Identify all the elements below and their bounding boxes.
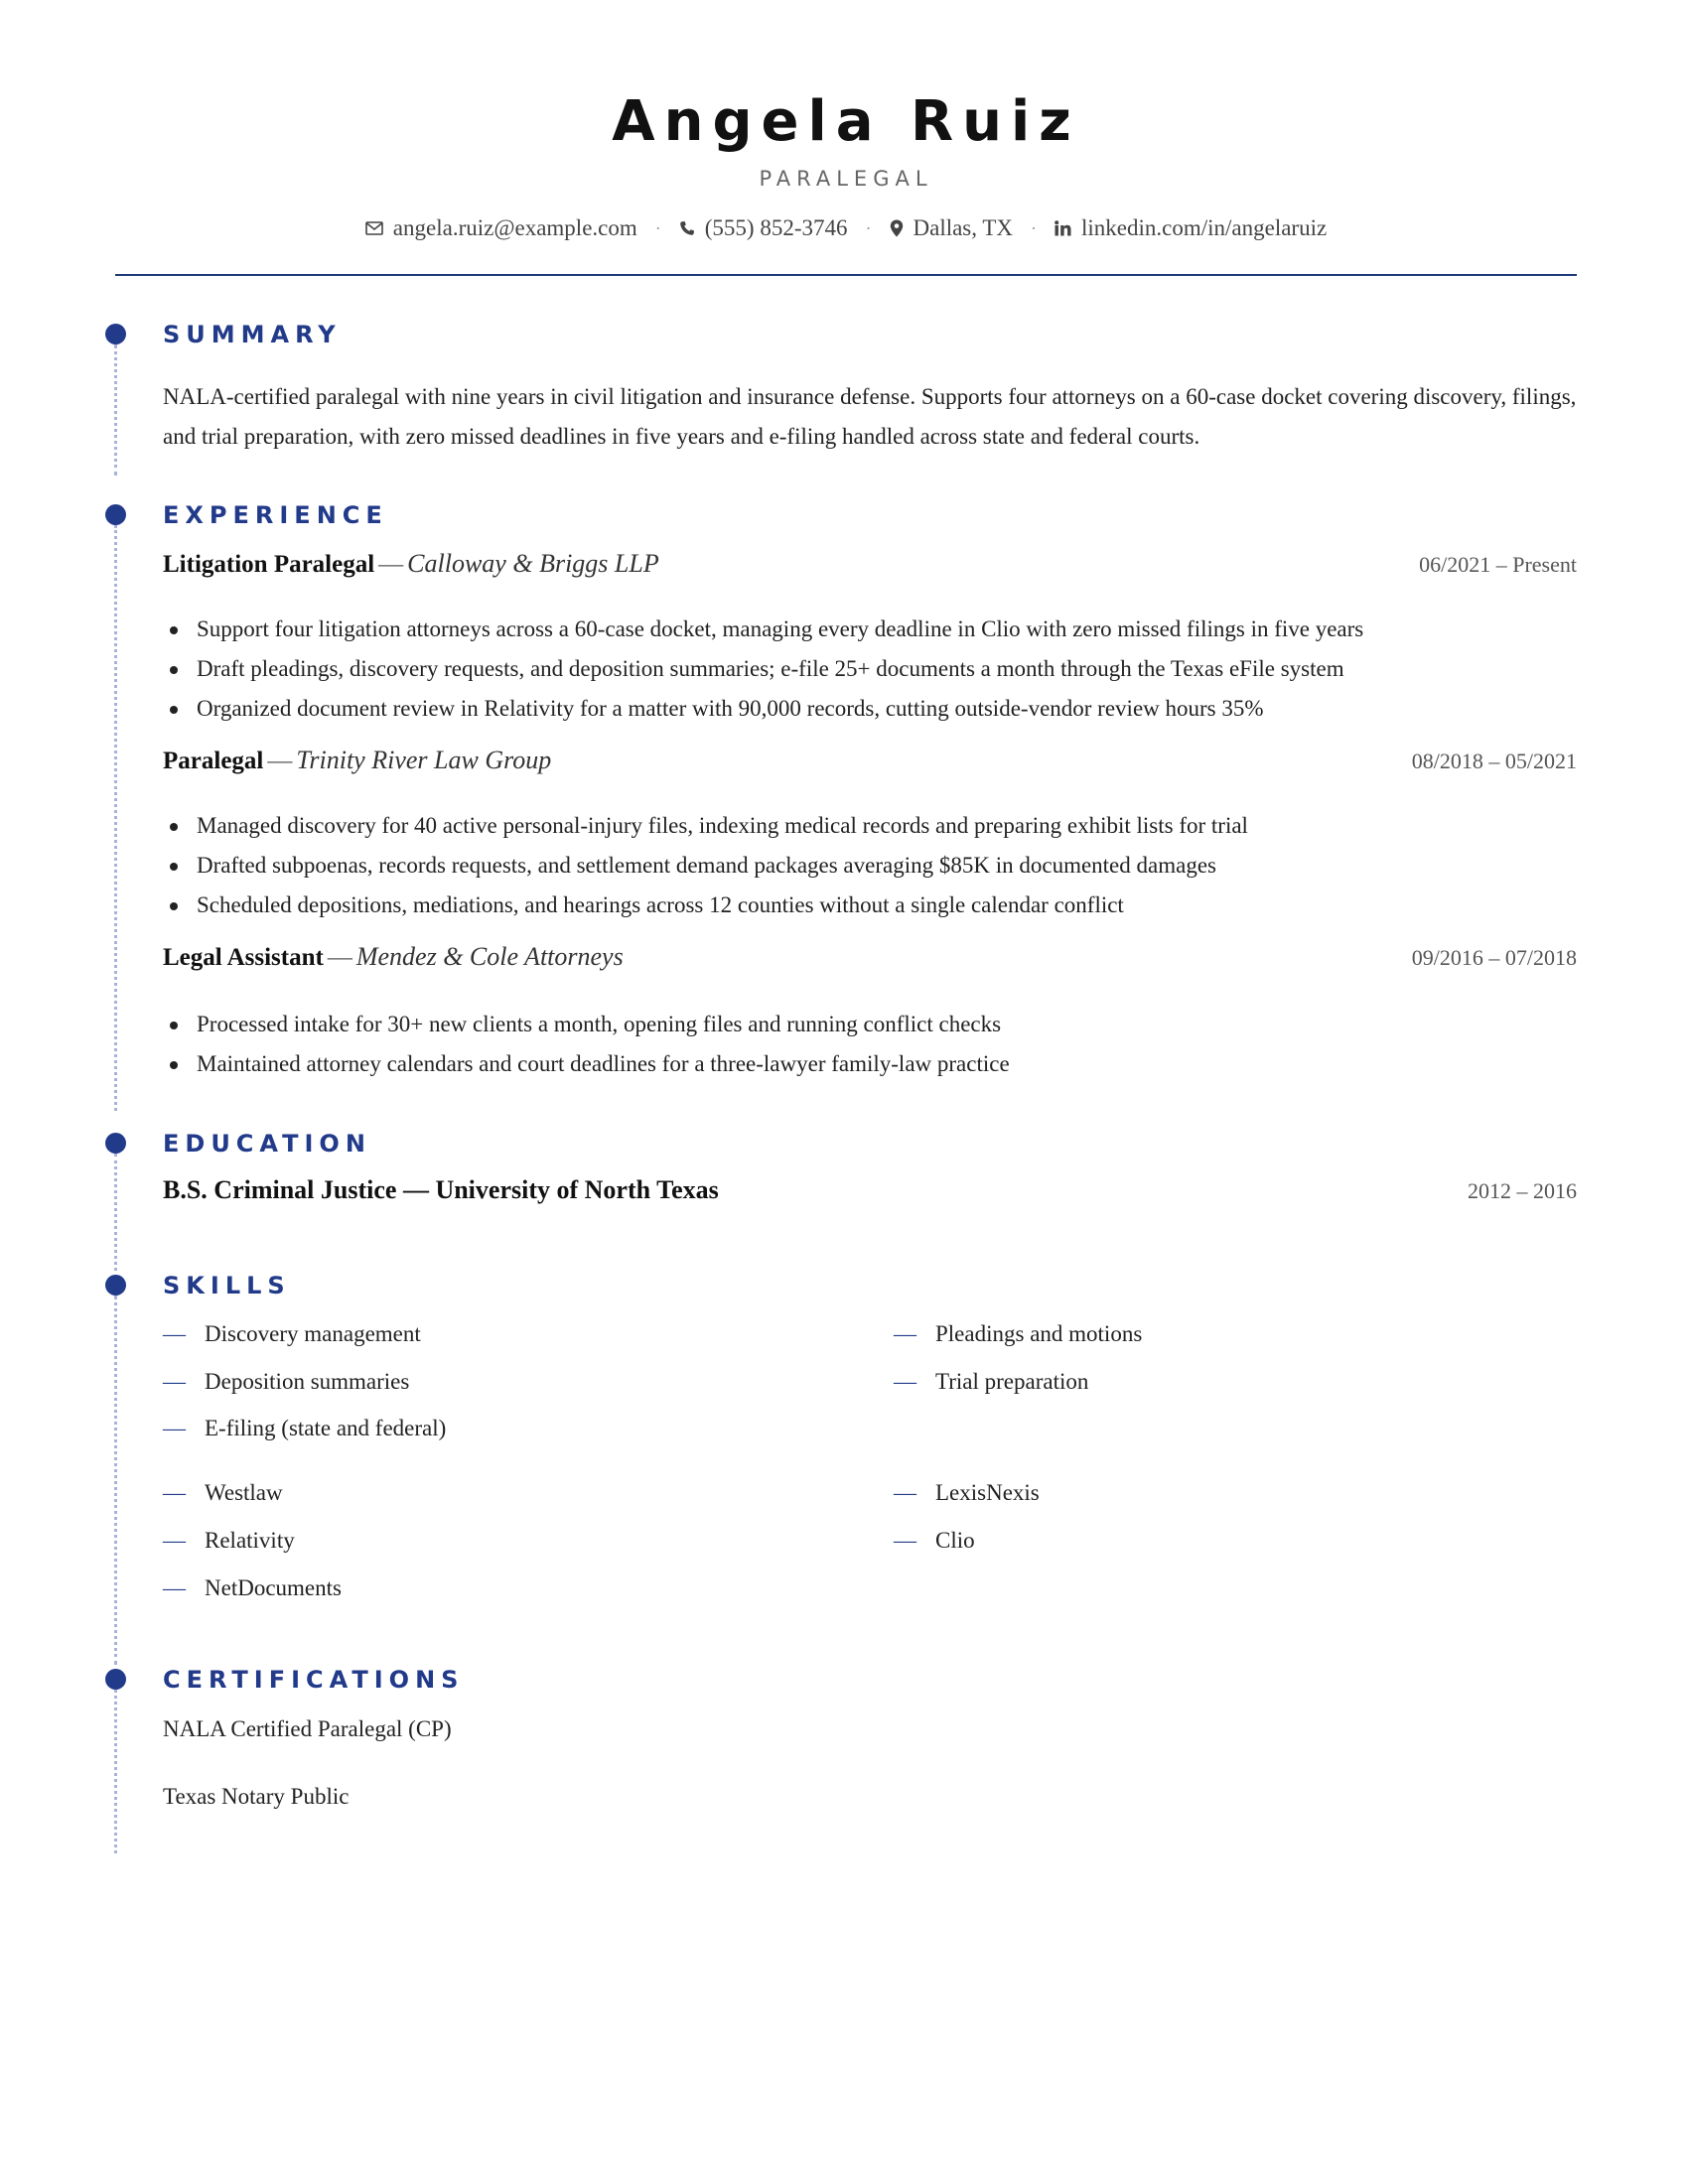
timeline-line <box>114 525 117 1111</box>
certification-item: NALA Certified Paralegal (CP) <box>163 1716 452 1741</box>
timeline-dot <box>105 504 126 525</box>
section-title-experience: EXPERIENCE <box>163 501 388 529</box>
skill-dash: — <box>894 1528 916 1553</box>
job-title: Paralegal <box>163 748 264 774</box>
job-header <box>163 941 1577 977</box>
skill-dash: — <box>163 1369 186 1394</box>
timeline-line <box>114 344 117 476</box>
linkedin-icon <box>1055 220 1071 236</box>
job-header <box>163 745 1577 780</box>
skill-item <box>163 1318 421 1350</box>
contact-bar <box>115 213 1577 243</box>
contact-separator: · <box>654 218 661 238</box>
skill-dash: — <box>163 1480 186 1505</box>
skill-label: Deposition summaries <box>205 1369 410 1394</box>
skill-item <box>163 1366 409 1398</box>
job-bullets <box>163 1005 1577 1084</box>
skill-item <box>894 1477 1040 1509</box>
job-title: Litigation Paralegal <box>163 551 375 578</box>
job-separator: — <box>327 944 352 971</box>
phone-icon <box>679 220 695 236</box>
list-item: Drafted subpoenas, records requests, and settlement demand packages averaging $85K in documented damages <box>163 846 1577 886</box>
contact-phone[interactable] <box>679 213 848 243</box>
skill-dash: — <box>163 1575 186 1600</box>
job-separator: — <box>267 748 293 774</box>
skill-label: E-filing (state and federal) <box>205 1416 447 1440</box>
skill-label: LexisNexis <box>935 1480 1040 1505</box>
skill-label: Relativity <box>205 1528 295 1553</box>
list-item: Support four litigation attorneys across a 60-case docket, managing every deadline in Clio with zero missed filings in five years <box>163 610 1577 649</box>
section-title-skills: SKILLS <box>163 1272 291 1299</box>
section-title-summary: SUMMARY <box>163 321 342 348</box>
skill-label: Trial preparation <box>935 1369 1089 1394</box>
skill-label: NetDocuments <box>205 1575 342 1600</box>
contact-location <box>890 213 1014 243</box>
skill-dash: — <box>163 1416 186 1440</box>
timeline-dot <box>105 324 126 344</box>
mail-icon <box>365 221 383 235</box>
timeline-line <box>114 1690 117 1853</box>
skill-dash: — <box>894 1321 916 1346</box>
skill-item <box>894 1366 1088 1398</box>
job-bullets <box>163 806 1577 925</box>
candidate-name: Angela Ruiz <box>612 89 1080 154</box>
skill-label: Discovery management <box>205 1321 421 1346</box>
job-bullets <box>163 610 1577 729</box>
list-item: Processed intake for 30+ new clients a month, opening files and running conflict checks <box>163 1005 1577 1044</box>
list-item: Managed discovery for 40 active personal-injury files, indexing medical records and preparing exhibit lists for trial <box>163 806 1577 846</box>
certification-item: Texas Notary Public <box>163 1784 350 1809</box>
job-company: Calloway & Briggs LLP <box>407 549 659 578</box>
list-item: Scheduled depositions, mediations, and hearings across 12 counties without a single calendar conflict <box>163 886 1577 925</box>
timeline-dot <box>105 1133 126 1154</box>
job-company: Trinity River Law Group <box>296 746 552 774</box>
skill-item <box>894 1318 1142 1350</box>
skill-dash: — <box>163 1528 186 1553</box>
skill-item <box>163 1525 295 1557</box>
skill-dash: — <box>163 1321 186 1346</box>
job-dates: 06/2021 – Present <box>1419 552 1577 577</box>
list-item: Draft pleadings, discovery requests, and deposition summaries; e-file 25+ documents a month through the Texas eFile system <box>163 649 1577 689</box>
job-company: Mendez & Cole Attorneys <box>355 942 624 971</box>
job-header <box>163 548 1577 584</box>
education-entry <box>163 1174 1577 1207</box>
location-text: Dallas, TX <box>913 215 1014 240</box>
email-text: angela.ruiz@example.com <box>392 215 637 240</box>
job-dates: 09/2016 – 07/2018 <box>1411 945 1577 970</box>
skill-label: Westlaw <box>205 1480 283 1505</box>
skill-label: Clio <box>935 1528 975 1553</box>
list-item: Organized document review in Relativity for a matter with 90,000 records, cutting outside-vendor review hours 35% <box>163 689 1577 729</box>
header-divider <box>115 274 1577 276</box>
timeline-line <box>114 1296 117 1665</box>
location-pin-icon <box>890 219 904 237</box>
timeline-line <box>114 1154 117 1271</box>
contact-email[interactable] <box>365 213 637 243</box>
skill-label: Pleadings and motions <box>935 1321 1143 1346</box>
timeline-dot <box>105 1275 126 1296</box>
skill-item <box>894 1525 975 1557</box>
list-item: Maintained attorney calendars and court deadlines for a three-lawyer family-law practice <box>163 1044 1577 1084</box>
contact-separator: · <box>865 218 872 238</box>
education-dates: 2012 – 2016 <box>1468 1178 1577 1203</box>
skill-item <box>163 1572 342 1604</box>
section-title-certifications: CERTIFICATIONS <box>163 1666 465 1694</box>
job-separator: — <box>378 551 404 578</box>
candidate-role: PARALEGAL <box>759 167 933 191</box>
job-title: Legal Assistant <box>163 944 324 971</box>
contact-linkedin[interactable] <box>1055 213 1327 243</box>
timeline-dot <box>105 1669 126 1690</box>
contact-separator: · <box>1031 218 1038 238</box>
phone-text: (555) 852-3746 <box>704 215 848 240</box>
skill-dash: — <box>894 1480 916 1505</box>
summary-text: NALA-certified paralegal with nine years in civil litigation and insurance defense. Supports four attorneys on a 60-case docket covering discovery, filings, and trial preparation, with zero missed deadlines in five years and e-filing handled across state and federal courts. <box>163 384 1577 449</box>
skill-dash: — <box>894 1369 916 1394</box>
skill-item <box>163 1477 283 1509</box>
education-degree: B.S. Criminal Justice — University of North Texas <box>163 1175 719 1204</box>
linkedin-text: linkedin.com/in/angelaruiz <box>1081 215 1328 240</box>
job-dates: 08/2018 – 05/2021 <box>1411 749 1577 773</box>
skill-item <box>163 1413 446 1444</box>
section-title-education: EDUCATION <box>163 1130 371 1158</box>
